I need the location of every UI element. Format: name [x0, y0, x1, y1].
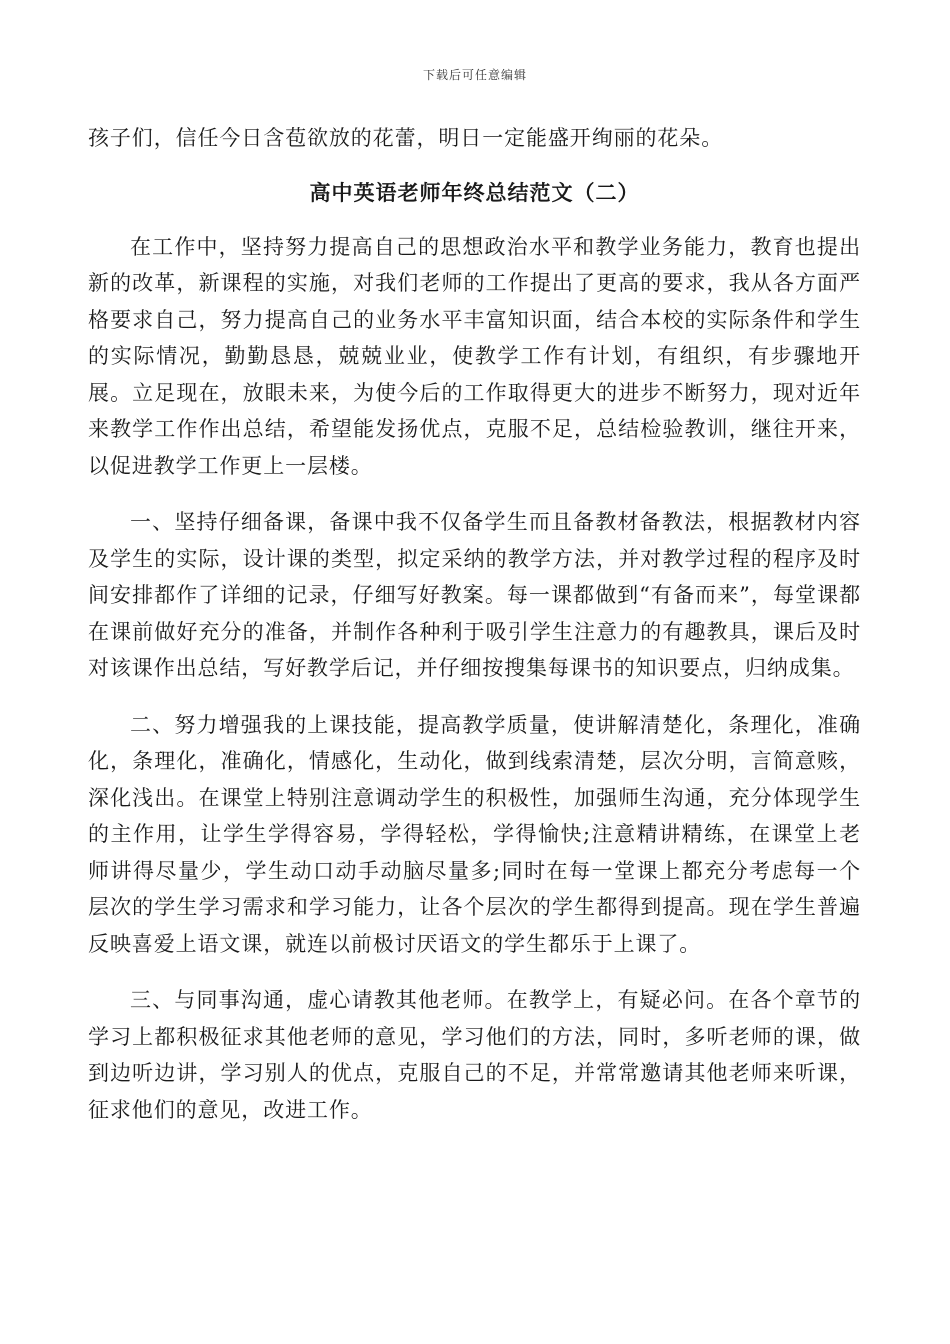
- document-body: [88, 120, 861, 1128]
- closing-line: 孩子们，信任今日含苞欲放的花蕾，明日一定能盛开绚丽的花朵。: [88, 126, 724, 150]
- paragraph-intro: 在工作中，坚持努力提高自己的思想政治水平和教学业务能力，教育也提出新的改革，新课程的实施，对我们老师的工作提出了更高的要求，我从各方面严格要求自己，努力提高自己的业务水平丰富知识面，结合本校的实际条件和学生的实际情况，勤勤恳恳，兢兢业业，使教学工作有计划，有组织，有步骤地开展。立足现在，放眼未来，为使今后的工作取得更大的进步不断努力，现对近年来教学工作作出总结，希望能发扬优点，克服不足，总结检验教训，继往开来，以促进教学工作更上一层楼。: [88, 234, 861, 478]
- page-header-note: 下载后可任意编辑: [422, 68, 527, 82]
- paragraph-point-3: 三、与同事沟通，虚心请教其他老师。在教学上，有疑必问。在各个章节的学习上都积极征求其他老师的意见，学习他们的方法，同时，多听老师的课，做到边听边讲，学习别人的优点，克服自己的不足，并常常邀请其他老师来听课，征求他们的意见，改进工作。: [88, 988, 861, 1122]
- paragraph-point-2: 二、努力增强我的上课技能，提高教学质量，使讲解清楚化，条理化，准确化，条理化，准确化，情感化，生动化，做到线索清楚，层次分明，言简意赅，深化浅出。在课堂上特别注意调动学生的积极性，加强师生沟通，充分体现学生的主作用，让学生学得容易，学得轻松，学得愉快;注意精讲精练，在课堂上老师讲得尽量少，学生动口动手动脑尽量多;同时在每一堂课上都充分考虑每一个层次的学生学习需求和学习能力，让各个层次的学生都得到提高。现在学生普遍反映喜爱上语文课，就连以前极讨厌语文的学生都乐于上课了。: [88, 712, 861, 956]
- section-title: 高中英语老师年终总结范文（二）: [309, 179, 640, 205]
- paragraph-point-1: 一、坚持仔细备课，备课中我不仅备学生而且备教材备教法，根据教材内容及学生的实际，设计课的类型，拟定采纳的教学方法，并对教学过程的程序及时间安排都作了详细的记录，仔细写好教案。每一课都做到“有备而来”，每堂课都在课前做好充分的准备，并制作各种利于吸引学生注意力的有趣教具，课后及时对该课作出总结，写好教学后记，并仔细按搜集每课书的知识要点，归纳成集。: [88, 510, 861, 680]
